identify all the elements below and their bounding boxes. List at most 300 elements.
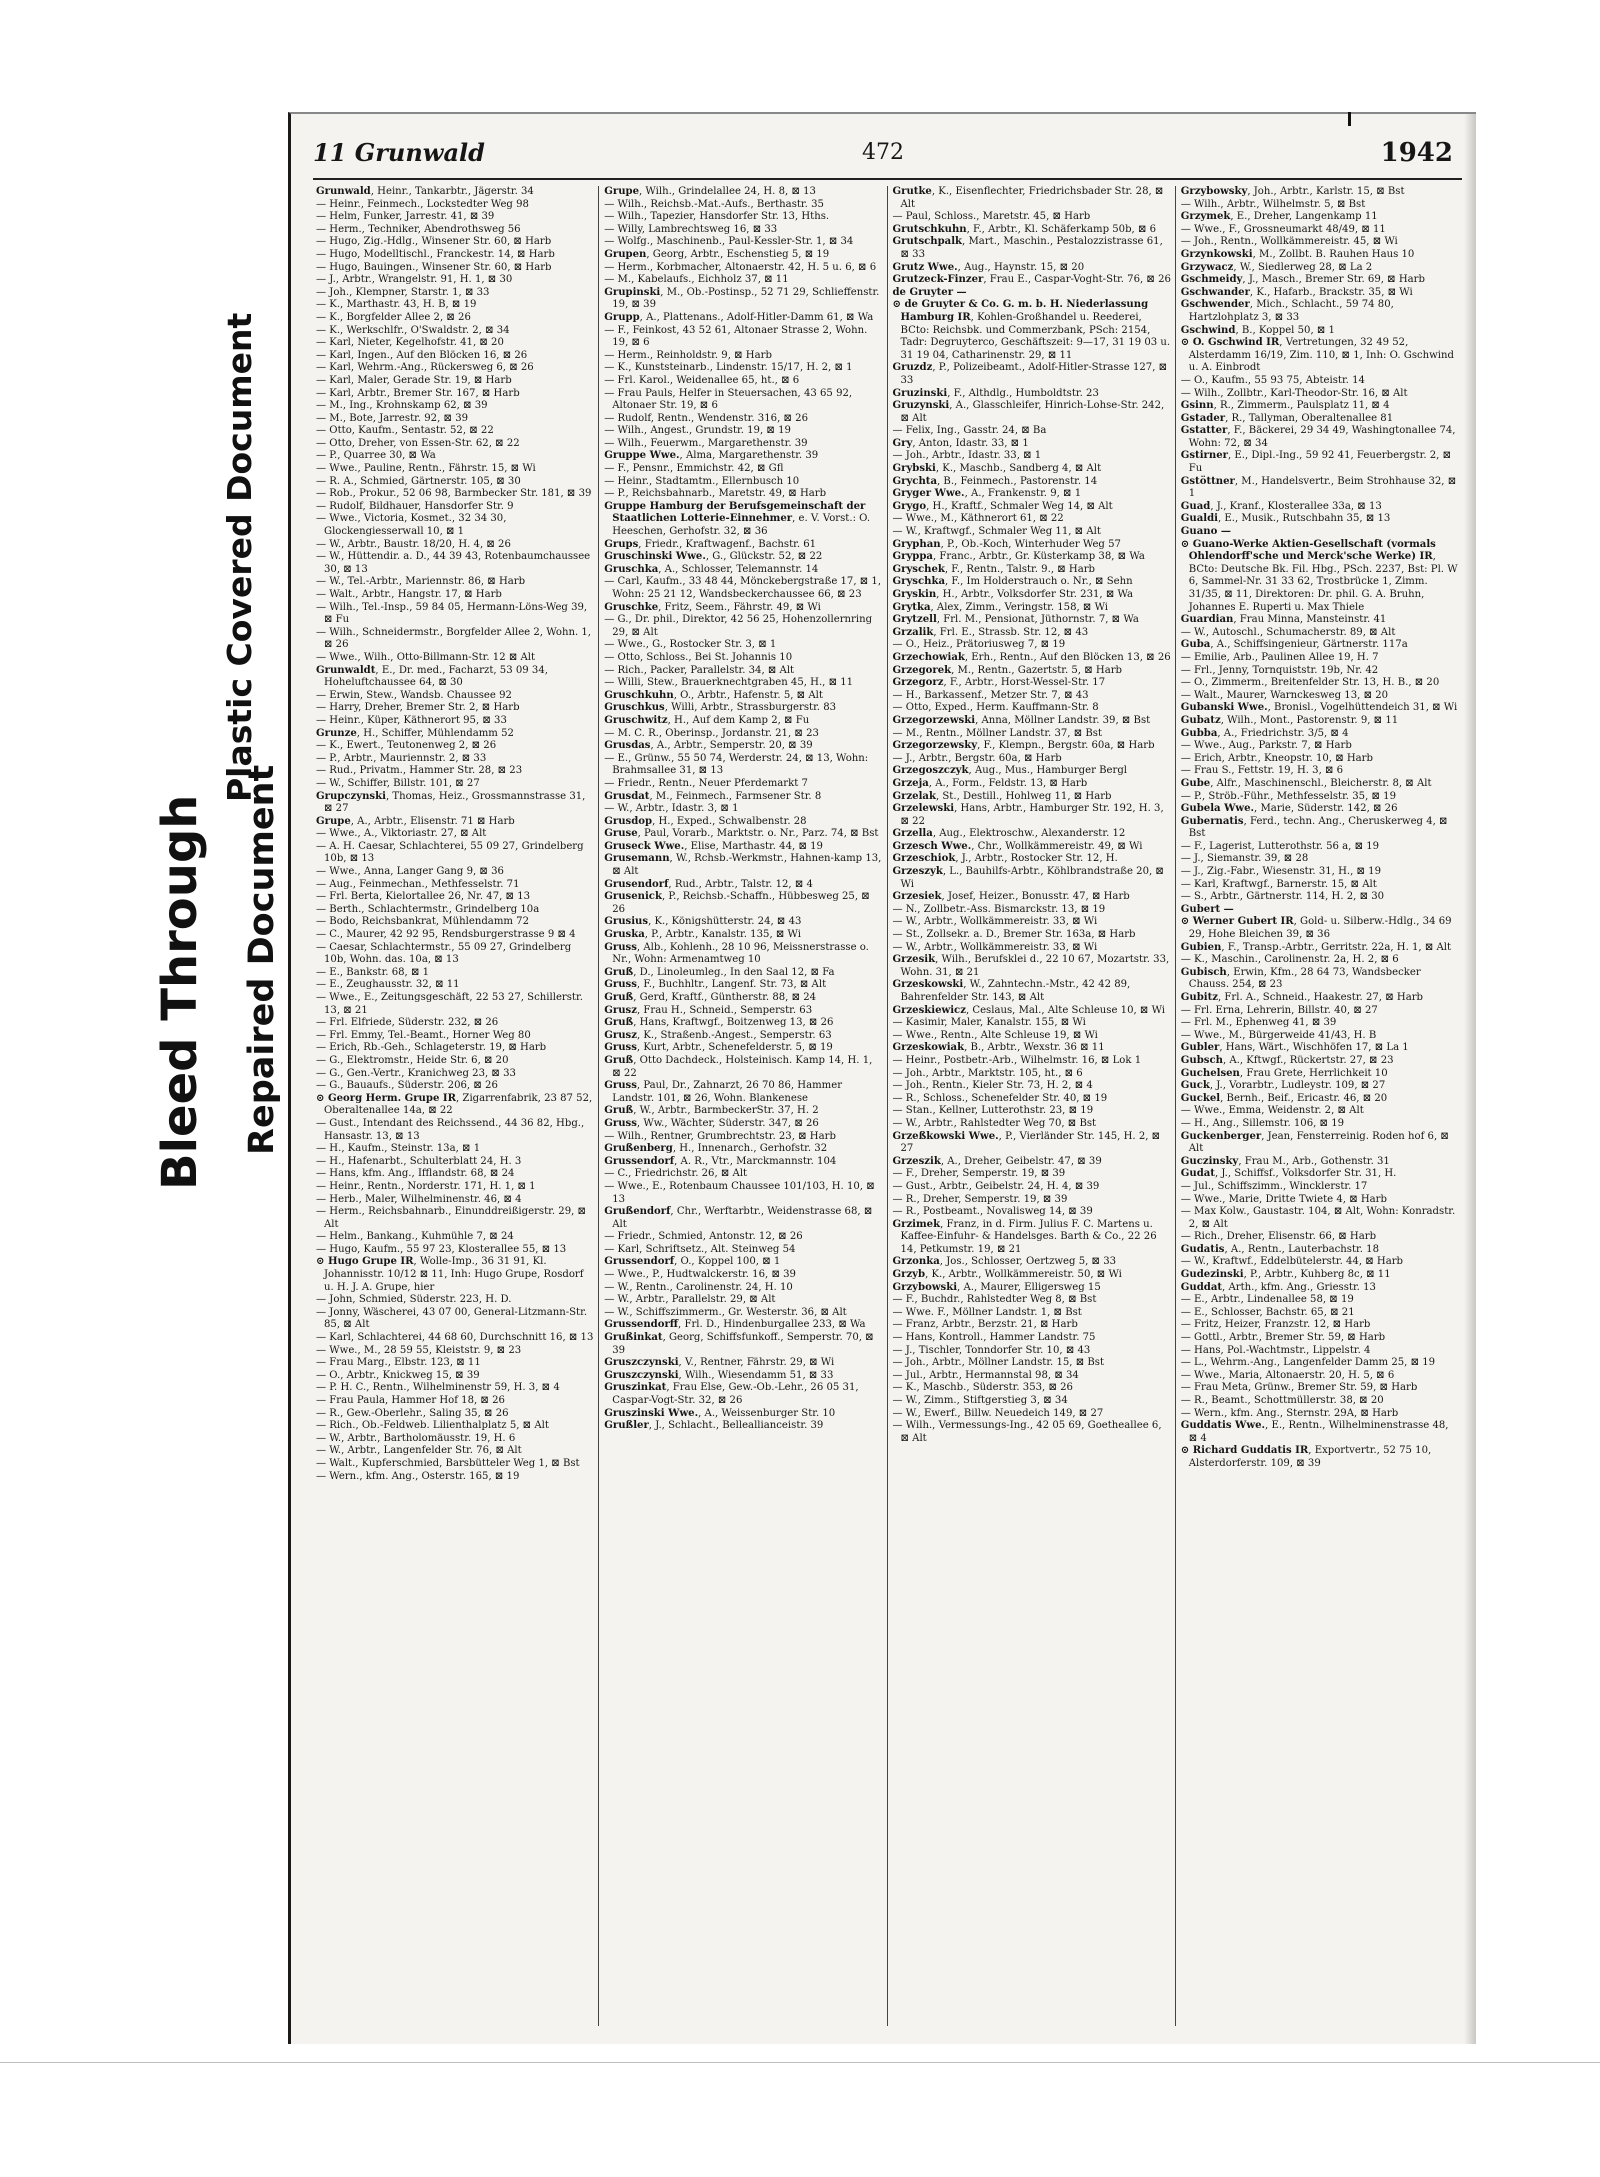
directory-entry: — Gust., Arbtr., Geibelstr. 24, H. 4, ⊠ 39: [892, 1180, 1100, 1192]
directory-entry: — E., Bankstr. 68, ⊠ 1: [316, 966, 430, 978]
directory-entry: Grzybowsky, Joh., Arbtr., Karlstr. 15, ⊠ Bst: [1180, 186, 1405, 197]
scan-tick-mark: [1348, 112, 1351, 126]
directory-entry: — Karl, Ingen., Auf den Blöcken 16, ⊠ 26: [316, 349, 528, 361]
directory-entry: — G., Gen.-Vertr., Kranichweg 23, ⊠ 33: [316, 1067, 516, 1079]
directory-entry: — Wern., kfm. Ang., Osterstr. 165, ⊠ 19: [316, 1470, 520, 1482]
directory-entry: Gruss, F., Buchhltr., Langenf. Str. 73, ⊠ Alt: [604, 979, 827, 991]
directory-entry: — Wilh., Angest., Grundstr. 19, ⊠ 19: [604, 425, 791, 437]
directory-entry: Grzegoszczyk, Aug., Mus., Hamburger Bergl: [892, 765, 1128, 777]
directory-entry: Gubert —: [1180, 903, 1234, 915]
directory-entry: Grzeskowski, W., Zahntechn.-Mstr., 42 42 89, Bahrenfelder Str. 143, ⊠ Alt: [892, 979, 1131, 1003]
directory-entry: — Heinr., Rentn., Norderstr. 171, H. 1, ⊠ 1: [316, 1180, 536, 1192]
directory-entry: — Felix, Ing., Gasstr. 24, ⊠ Ba: [892, 425, 1047, 437]
directory-entry: — K., Borgfelder Allee 2, ⊠ 26: [316, 311, 471, 323]
side-label-plastic-covered-document: Plastic Covered Document: [220, 312, 259, 802]
directory-entry: Grytzell, Frl. M., Pensionat, Jüthornstr. 7, ⊠ Wa: [892, 614, 1139, 626]
directory-entry: Gschmeidy, J., Masch., Bremer Str. 69, ⊠ Harb: [1180, 274, 1425, 286]
directory-entry: — Rich., Packer, Parallelstr. 34, ⊠ Alt: [604, 664, 795, 676]
page-year: 1942: [1380, 138, 1453, 168]
directory-entry: — Herm., Techniker, Abendrothsweg 56: [316, 223, 521, 235]
directory-entry: Gruss, Ww., Wächter, Süderstr. 347, ⊠ 26: [604, 1117, 819, 1129]
directory-entry: — Karl, Maler, Gerade Str. 19, ⊠ Harb: [316, 374, 512, 386]
directory-entry: — Joh., Arbtr., Marktstr. 105, ht., ⊠ 6: [892, 1067, 1083, 1079]
directory-entry: — Rudolf, Rentn., Wendenstr. 316, ⊠ 26: [604, 412, 808, 424]
directory-entry: Grzeschiok, J., Arbtr., Rostocker Str. 12, H.: [892, 853, 1118, 865]
directory-entry: — Wwe., Emma, Weidenstr. 2, ⊠ Alt: [1180, 1105, 1364, 1117]
directory-entry: — John, Schmied, Süderstr. 223, H. D.: [316, 1294, 512, 1306]
directory-entry: — M. C. R., Oberinsp., Jordanstr. 21, ⊠ 23: [604, 727, 819, 739]
directory-entry: Grusendorf, Rud., Arbtr., Talstr. 12, ⊠ 4: [604, 878, 813, 890]
directory-entry: — Heinr., Postbetr.-Arb., Wilhelmstr. 16, ⊠ Lok 1: [892, 1054, 1142, 1066]
directory-entry: — K., Werkschlfr., O'Swaldstr. 2, ⊠ 34: [316, 324, 510, 336]
directory-entry: Grups, Friedr., Kraftwagenf., Bachstr. 61: [604, 538, 817, 550]
directory-entry: — Otto, Schloss., Bei St. Johannis 10: [604, 651, 793, 663]
directory-entry: — Otto, Exped., Herm. Kauffmann-Str. 8: [892, 702, 1099, 714]
directory-entry: — M., Bote, Jarrestr. 92, ⊠ 39: [316, 412, 469, 424]
directory-entry: Gualdi, E., Musik., Rutschbahn 35, ⊠ 13: [1180, 513, 1391, 525]
directory-entry: — W., Schiffer, Billstr. 101, ⊠ 27: [316, 777, 480, 789]
directory-entry: Guddatis Wwe., E., Rentn., Wilhelminenstrasse 48, ⊠ 4: [1180, 1420, 1449, 1444]
directory-entry: — Frau Pauls, Helfer in Steuersachen, 43 65 92, Altonaer Str. 19, ⊠ 6: [604, 387, 853, 412]
directory-entry: — Wwe., F., Grossneumarkt 48/49, ⊠ 11: [1180, 223, 1386, 235]
directory-entry: — Hans, Kontroll., Hammer Landstr. 75: [892, 1332, 1096, 1344]
directory-entry: Grzechowiak, Erh., Rentn., Auf den Blöcken 13, ⊠ 26: [892, 651, 1171, 663]
directory-entry: Grusz, K., Straßenb.-Angest., Semperstr. 63: [604, 1029, 832, 1041]
directory-entry: Grußenberg, H., Innenarch., Gerhofstr. 32: [604, 1143, 828, 1155]
directory-entry: Grybski, K., Maschb., Sandberg 4, ⊠ Alt: [892, 463, 1102, 475]
directory-entry: Gubba, A., Friedrichstr. 3/5, ⊠ 4: [1180, 727, 1349, 739]
directory-entry: — W., Ewerf., Billw. Neuedeich 149, ⊠ 27: [892, 1407, 1104, 1419]
directory-column-2: [601, 186, 887, 2026]
directory-entry: — Carl, Kaufm., 33 48 44, Mönckebergstraße 17, ⊠ 1, Wohn: 25 21 12, Wandsbeckerchaussee 66, ⊠ 23: [604, 576, 882, 600]
directory-entry: — Friedr., Schmied, Antonstr. 12, ⊠ 26: [604, 1231, 803, 1243]
directory-entry: — W., Kraftwgf., Schmaler Weg 11, ⊠ Alt: [892, 526, 1101, 538]
directory-entry: — J., Tischler, Tonndorfer Str. 10, ⊠ 43: [892, 1344, 1091, 1356]
directory-entry: — Stan., Kellner, Lutterothstr. 23, ⊠ 19: [892, 1105, 1094, 1117]
directory-entry: — Karl, Schlachterei, 44 68 60, Durchschnitt 16, ⊠ 13: [316, 1332, 594, 1344]
directory-entry: Gruss, Alb., Kohlenh., 28 10 96, Meissnerstrasse o. Nr., Wohn: Armenamtweg 10: [604, 941, 869, 966]
directory-entry: Gruss, Paul, Dr., Zahnarzt, 26 70 86, Hammer Landstr. 101, ⊠ 26, Wohn. Blankenese: [604, 1080, 843, 1104]
directory-entry: — M., Rentn., Möllner Landstr. 37, ⊠ Bst: [892, 727, 1103, 739]
directory-entry: — Hans, Pol.-Wachtmstr., Lippelstr. 4: [1180, 1344, 1371, 1356]
directory-entry: Grusdas, A., Arbtr., Semperstr. 20, ⊠ 39: [604, 740, 813, 752]
directory-entry: — Emilie, Arb., Paulinen Allee 19, H. 7: [1180, 651, 1379, 663]
directory-entry: Guddat, Arth., kfm. Ang., Griesstr. 13: [1180, 1281, 1376, 1293]
directory-entry: — C., Friedrichstr. 26, ⊠ Alt: [604, 1168, 748, 1180]
directory-entry: Gruschkus, Willi, Arbtr., Strassburgerstr. 83: [604, 702, 837, 714]
directory-entry: Gubanski Wwe., Bronisl., Vogelhüttendeich 31, ⊠ Wi: [1180, 702, 1458, 714]
directory-entry: Grzegorzewski, Anna, Möllner Landstr. 39, ⊠ Bst: [892, 714, 1151, 726]
directory-entry: Guad, J., Kranf., Klosterallee 33a, ⊠ 13: [1180, 500, 1382, 512]
page-header: [313, 138, 1453, 174]
directory-entry: — Wwe., Maria, Altonaerstr. 20, H. 5, ⊠ 6: [1180, 1369, 1395, 1381]
directory-entry: Grzelewski, Hans, Arbtr., Hamburger Str. 192, H. 3, ⊠ 22: [892, 803, 1164, 827]
directory-entry: — H., Barkassenf., Metzer Str. 7, ⊠ 43: [892, 689, 1089, 701]
directory-entry: — Wwe., Rentn., Alte Schleuse 19, ⊠ Wi: [892, 1029, 1098, 1041]
directory-entry: Grutz Wwe., Aug., Haynstr. 15, ⊠ 20: [892, 261, 1085, 273]
directory-entry: — Karl, Nieter, Kegelhofstr. 41, ⊠ 20: [316, 337, 504, 349]
directory-entry: — Erich, Arbtr., Kneopstr. 10, ⊠ Harb: [1180, 752, 1373, 764]
directory-entry: Grzimek, Franz, in d. Firm. Julius F. C. Martens u. Kaffee-Einfuhr- & Handelsges. Barth & Co., 22 26 14, Petkumstr. 19, ⊠ 21: [892, 1218, 1157, 1255]
directory-entry: — Frl., Jenny, Tornquiststr. 19b, Nr. 42: [1180, 664, 1379, 676]
directory-entry: Grupen, Georg, Arbtr., Eschenstieg 5, ⊠ 19: [604, 248, 830, 260]
directory-entry: — W., Arbtr., Wollkämmereistr. 33, ⊠ Wi: [892, 941, 1098, 953]
directory-entry: Guchelsen, Frau Grete, Herrlichkeit 10: [1180, 1067, 1388, 1079]
directory-entry: — Paul, Schloss., Maretstr. 45, ⊠ Harb: [892, 211, 1091, 223]
directory-entry: — O., Kaufm., 55 93 75, Abteistr. 14: [1180, 374, 1365, 386]
directory-entry: — F., Lagerist, Lutterothstr. 56 a, ⊠ 19: [1180, 840, 1380, 852]
directory-entry: — Wwe., M., Bürgerweide 41/43, H. B: [1180, 1029, 1377, 1041]
directory-entry: Gubler, Hans, Wärt., Wischhöfen 17, ⊠ La 1: [1180, 1042, 1409, 1054]
directory-entry: — Wwe., E., Rotenbaum Chaussee 101/103, H. 10, ⊠ 13: [604, 1180, 875, 1205]
directory-entry: Grußendorf, Chr., Werftarbtr., Weidenstrasse 68, ⊠ Alt: [604, 1206, 873, 1230]
directory-entry: Gubisch, Erwin, Kfm., 28 64 73, Wandsbecker Chauss. 254, ⊠ 23: [1180, 966, 1421, 991]
directory-entry: Grusdop, H., Exped., Schwalbenstr. 28: [604, 815, 807, 827]
directory-entry: Gschwind, B., Koppel 50, ⊠ 1: [1180, 324, 1335, 336]
directory-entry: — Wilh., Zollbtr., Karl-Theodor-Str. 16, ⊠ Alt: [1180, 387, 1408, 399]
directory-entry: Gruß, Gerd, Kraftf., Güntherstr. 88, ⊠ 24: [604, 992, 817, 1003]
directory-entry: — Joh., Arbtr., Möllner Landstr. 15, ⊠ Bst: [892, 1357, 1105, 1369]
directory-entry: Gruska, P., Arbtr., Kanalstr. 135, ⊠ Wi: [604, 929, 801, 941]
directory-entry: — Hugo, Zig.-Hdlg., Winsener Str. 60, ⊠ Harb: [316, 236, 552, 248]
directory-entry: — Wwe. F., Möllner Landstr. 1, ⊠ Bst: [892, 1306, 1082, 1318]
directory-entry: — Rich., Ob.-Feldweb. Lilienthalplatz 5, ⊠ Alt: [316, 1420, 549, 1432]
directory-entry: — Karl, Kraftwgf., Barnerstr. 15, ⊠ Alt: [1180, 878, 1377, 890]
directory-entry: — K., Marthastr. 43, H. B, ⊠ 19: [316, 299, 477, 311]
directory-column-1: [313, 186, 599, 2026]
directory-entry: Grupe, Wilh., Grindelallee 24, H. 8, ⊠ 13: [604, 186, 816, 197]
directory-entry: — W., Kraftwf., Eddelbütelerstr. 44, ⊠ Harb: [1180, 1256, 1404, 1268]
directory-entry: — M., Kabelaufs., Eichholz 37, ⊠ 11: [604, 274, 789, 286]
directory-entry: Grzyb, K., Arbtr., Wollkämmereistr. 50, ⊠ Wi: [892, 1269, 1122, 1281]
directory-entry: — W., Schiffszimmerm., Gr. Westerstr. 36, ⊠ Alt: [604, 1306, 847, 1318]
directory-page: [288, 112, 1476, 2044]
directory-entry: — R., Beamt., Schottmüllerstr. 38, ⊠ 20: [1180, 1395, 1384, 1406]
directory-entry: — P., Ströb.-Führ., Methfesselstr. 35, ⊠ 19: [1180, 790, 1396, 802]
directory-entry: — Karl, Arbtr., Bremer Str. 167, ⊠ Harb: [316, 387, 520, 399]
directory-entry: Gruschke, Fritz, Seem., Fährstr. 49, ⊠ Wi: [604, 601, 821, 613]
directory-entry: — O., Heiz., Prätoriusweg 7, ⊠ 19: [892, 639, 1066, 651]
directory-entry: Gryskin, H., Arbtr., Volksdorfer Str. 231, ⊠ Wa: [892, 589, 1134, 600]
directory-entry: — P. H. C., Rentn., Wilhelminenstr 59, H. 3, ⊠ 4: [316, 1382, 560, 1394]
directory-entry: — F., Buchdr., Rahlstedter Weg 8, ⊠ Bst: [892, 1294, 1097, 1306]
directory-entry: Grutschpalk, Mart., Maschin., Pestalozzistrasse 61, ⊠ 33: [892, 236, 1163, 260]
directory-entry: Gruß, Hans, Kraftwgf., Boitzenweg 13, ⊠ 26: [604, 1017, 834, 1029]
directory-entry: — Otto, Dreher, von Essen-Str. 62, ⊠ 22: [316, 437, 520, 449]
directory-entry: — Friedr., Rentn., Neuer Pferdemarkt 7: [604, 777, 808, 789]
directory-entry: Grzella, Aug., Elektroschw., Alexanderstr. 12: [892, 828, 1126, 840]
directory-entry: — Bodo, Reichsbankrat, Mühlendamm 72: [316, 916, 530, 928]
directory-entry: Gschwander, K., Hafarb., Brackstr. 35, ⊠ Wi: [1180, 286, 1413, 298]
directory-entry: Guckenberger, Jean, Fensterreinig. Roden hof 6, ⊠ Alt: [1180, 1130, 1449, 1155]
directory-entry: Gube, Alfr., Maschinenschl., Bleicherstr. 8, ⊠ Alt: [1180, 777, 1432, 789]
side-label-repaired-document: Repaired Document: [242, 764, 282, 1155]
directory-entry: ⊙ Werner Gubert IR, Gold- u. Silberw.-Hdlg., 34 69 29, Hohe Bleichen 39, ⊠ 36: [1180, 916, 1452, 941]
directory-entry: Grußler, J., Schlacht., Belleallianceistr. 39: [604, 1420, 824, 1432]
directory-entry: — Erich, Rb.-Geh., Schlageterstr. 19, ⊠ Harb: [316, 1042, 547, 1054]
directory-entry: Gryschek, F., Rentn., Talstr. 9., ⊠ Harb: [892, 563, 1096, 575]
directory-entry: — Joh., Rentn., Wollkämmereistr. 45, ⊠ Wi: [1180, 236, 1398, 248]
directory-entry: — Karl, Schriftsetz., Alt. Steinweg 54: [604, 1243, 796, 1255]
directory-entry: ⊙ Hugo Grupe IR, Wolle-Imp., 36 31 91, Kl. Johannisstr. 10/12 ⊠ 11, Inh: Hugo Grupe, Rosdorf u. H. J. A. Grupe, hier: [316, 1256, 584, 1293]
directory-entry: — W., Hüttendir. a. D., 44 39 43, Rotenbaumchaussee 30, ⊠ 13: [316, 551, 591, 575]
directory-entry: Grzeskowiak, B., Arbtr., Wexstr. 36 ⊠ 11: [892, 1042, 1105, 1054]
page-running-head: 11 Grunwald: [313, 138, 485, 167]
directory-entry: — Herm., Reichsbahnarb., Einunddreißigerstr. 29, ⊠ Alt: [316, 1206, 587, 1230]
page-edge-shadow: [1464, 114, 1476, 2044]
directory-entry: Grzegorzewsky, F., Klempn., Bergstr. 60a, ⊠ Harb: [892, 740, 1155, 752]
directory-entry: Gstirner, E., Dipl.-Ing., 59 92 41, Feuerbergstr. 2, ⊠ Fu: [1180, 450, 1452, 475]
directory-entry: Guardian, Frau Minna, Mansteinstr. 41: [1180, 614, 1387, 626]
directory-entry: — Gottl., Arbtr., Bremer Str. 59, ⊠ Harb: [1180, 1332, 1386, 1344]
directory-entry: — Kasimir, Maler, Kanalstr. 155, ⊠ Wi: [892, 1017, 1086, 1029]
directory-entry: — Frl. Karol., Weidenallee 65, ht., ⊠ 6: [604, 374, 800, 386]
directory-entry: — F., Dreher, Semperstr. 19, ⊠ 39: [892, 1168, 1066, 1180]
directory-entry: — Herm., Korbmacher, Altonaerstr. 42, H. 5 u. 6, ⊠ 6: [604, 261, 877, 273]
directory-entry: — J., Siemanstr. 39, ⊠ 28: [1180, 853, 1309, 865]
directory-entry: — Otto, Kaufm., Sentastr. 52, ⊠ 22: [316, 425, 494, 437]
directory-entry: Gubela Wwe., Marie, Süderstr. 142, ⊠ 26: [1180, 803, 1398, 815]
directory-entry: Gruß, W., Arbtr., BarmbeckerStr. 37, H. 2: [604, 1105, 819, 1117]
directory-entry: — Heinr., Feinmech., Lockstedter Weg 98: [316, 198, 529, 210]
directory-entry: Grzalik, Frl. E., Strassb. Str. 12, ⊠ 43: [892, 626, 1089, 638]
directory-entry: — G., Bauaufs., Süderstr. 206, ⊠ 26: [316, 1080, 498, 1092]
directory-entry: — Wilh., Reichsb.-Mat.-Aufs., Berthastr. 35: [604, 198, 824, 210]
directory-entry: — R., Schloss., Schenefelder Str. 40, ⊠ 19: [892, 1092, 1108, 1104]
directory-entry: Gubsch, A., Kftwgf., Rückertstr. 27, ⊠ 23: [1180, 1054, 1394, 1066]
directory-entry: Gruschwitz, H., Auf dem Kamp 2, ⊠ Fu: [604, 714, 810, 726]
directory-entry: — H., Hafenarbt., Schulterblatt 24, H. 3: [316, 1155, 522, 1167]
directory-entry: Grusenick, P., Reichsb.-Schaffn., Hübbesweg 25, ⊠ 26: [604, 891, 870, 915]
directory-entry: Grytka, Alex, Zimm., Veringstr. 158, ⊠ Wi: [892, 601, 1109, 613]
directory-entry: Grußinkat, Georg, Schiffsfunkoff., Semperstr. 70, ⊠ 39: [604, 1332, 874, 1356]
directory-entry: Grzonka, Jos., Schlosser, Oertzweg 5, ⊠ 33: [892, 1256, 1117, 1268]
directory-entry: Gstatter, F., Bäckerei, 29 34 49, Washingtonallee 74, Wohn: 72, ⊠ 34: [1180, 425, 1456, 449]
directory-entry: Gschwender, Mich., Schlacht., 59 74 80, Hartzlohplatz 3, ⊠ 33: [1180, 299, 1394, 323]
directory-entry: — Frl. M., Ephenweg 41, ⊠ 39: [1180, 1017, 1337, 1029]
directory-entry: Grzeßkowski Wwe., P., Vierländer Str. 145, H. 2, ⊠ 27: [892, 1130, 1161, 1155]
directory-entry: — F., Pensnr., Emmichstr. 42, ⊠ Gfl: [604, 463, 784, 475]
directory-entry: — Frl. Berta, Kielortallee 26, Nr. 47, ⊠ 13: [316, 891, 531, 903]
directory-entry: — K., Maschin., Carolinenstr. 2a, H. 2, ⊠ 6: [1180, 954, 1399, 966]
directory-entry: Grusdat, M., Feinmech., Farmsener Str. 8: [604, 790, 822, 802]
directory-entry: — Frau Meta, Grünw., Bremer Str. 59, ⊠ Harb: [1180, 1382, 1418, 1394]
directory-entry: — E., Zeughausstr. 32, ⊠ 11: [316, 979, 460, 991]
directory-entry: — Aug., Feinmechan., Methfesselstr. 71: [316, 878, 520, 890]
directory-entry: Gubatz, Wilh., Mont., Pastorenstr. 9, ⊠ 11: [1180, 714, 1399, 726]
directory-entry: Gruschkuhn, O., Arbtr., Hafenstr. 5, ⊠ Alt: [604, 689, 823, 701]
directory-entry: Gruseck Wwe., Elise, Marthastr. 44, ⊠ 19: [604, 840, 823, 852]
directory-entry: Gruszinski Wwe., A., Weissenburger Str. 10: [604, 1407, 836, 1419]
directory-entry: — Wilh., Feuerwm., Margarethenstr. 39: [604, 437, 808, 449]
header-rule: [313, 178, 1462, 180]
side-label-bleed-through: Bleed Through: [152, 794, 208, 1190]
directory-entry: — Joh., Klempner, Starstr. 1, ⊠ 33: [316, 286, 490, 298]
directory-entry: Gsinn, R., Zimmerm., Paulsplatz 11, ⊠ 4: [1180, 400, 1390, 412]
directory-entry: Grutzeck-Finzer, Frau E., Caspar-Voght-Str. 76, ⊠ 26: [892, 274, 1171, 286]
directory-entry: — St., Zollsekr. a. D., Bremer Str. 163a, ⊠ Harb: [892, 929, 1136, 941]
directory-entry: — Jul., Arbtr., Hermannstal 98, ⊠ 34: [892, 1369, 1079, 1381]
directory-entry: — Wilh., Tel.-Insp., 59 84 05, Hermann-Löns-Weg 39, ⊠ Fu: [316, 601, 588, 626]
directory-entry: — W., Arbtr., Bartholomäusstr. 19, H. 6: [316, 1432, 516, 1444]
directory-entry: — Caesar, Schlachtermstr., 55 09 27, Grindelberg 10b, Wohn. das. 10a, ⊠ 13: [316, 941, 572, 966]
directory-entry: Gruss, Kurt, Arbtr., Schenefelderstr. 5, ⊠ 19: [604, 1042, 833, 1054]
directory-entry: — Wwe., G., Rostocker Str. 3, ⊠ 1: [604, 639, 777, 651]
directory-entry: Gry, Anton, Idastr. 33, ⊠ 1: [892, 437, 1029, 449]
directory-entry: — Wern., kfm. Ang., Sternstr. 29A, ⊠ Harb: [1180, 1407, 1399, 1419]
directory-entry: — F., Feinkost, 43 52 61, Altonaer Strasse 2, Wohn. 19, ⊠ 6: [604, 324, 868, 349]
directory-entry: — Heinr., Stadtamtm., Ellernbusch 10: [604, 475, 800, 487]
directory-entry: — Hugo, Modelltischl., Franckestr. 14, ⊠ Harb: [316, 248, 555, 260]
directory-entry: — J., Arbtr., Bergstr. 60a, ⊠ Harb: [892, 752, 1062, 764]
directory-entry: Gudezinski, P., Arbtr., Kuhberg 8c, ⊠ 11: [1180, 1269, 1391, 1281]
directory-entry: Grzywacz, W., Siedlerweg 28, ⊠ La 2: [1180, 261, 1373, 273]
directory-entry: Gruppe Hamburg der Berufsgemeinschaft der Staatlichen Lotterie-Einnehmer, e. V. Vorst.: O. Heeschen, Gerhofstr. 32, ⊠ 36: [604, 500, 871, 538]
directory-entry: Gryger Wwe., A., Frankenstr. 9, ⊠ 1: [892, 488, 1082, 500]
directory-entry: — Wilh., Tapezier, Hansdorfer Str. 13, Hths.: [604, 211, 830, 223]
directory-entry: — Rich., Dreher, Elisenstr. 66, ⊠ Harb: [1180, 1231, 1377, 1243]
directory-entry: — W., Autoschl., Schumacherstr. 89, ⊠ Alt: [1180, 626, 1396, 638]
directory-entry: — Fritz, Heizer, Franzstr. 12, ⊠ Harb: [1180, 1319, 1371, 1331]
directory-entry: — Walt., Arbtr., Hangstr. 17, ⊠ Harb: [316, 589, 502, 600]
directory-entry: — Willi, Stew., Brauerknechtgraben 45, H., ⊠ 11: [604, 677, 854, 689]
directory-entry: Guckel, Bernh., Beif., Ericastr. 46, ⊠ 20: [1180, 1092, 1388, 1104]
directory-entry: Gruschka, A., Schlosser, Telemannstr. 14: [604, 563, 819, 575]
directory-entry: — Wwe., Pauline, Rentn., Fährstr. 15, ⊠ Wi: [316, 463, 536, 475]
directory-entry: — S., Arbtr., Gärtnerstr. 114, H. 2, ⊠ 30: [1180, 891, 1385, 903]
directory-entry: Gryppa, Franc., Arbtr., Gr. Küsterkamp 38, ⊠ Wa: [892, 551, 1145, 563]
directory-entry: — Max Kolw., Gaustastr. 104, ⊠ Alt, Wohn: Konradstr. 2, ⊠ Alt: [1180, 1206, 1456, 1230]
directory-entry: Gubitz, Frl. A., Schneid., Haakestr. 27, ⊠ Harb: [1180, 992, 1423, 1003]
directory-entry: — Berth., Schlachtermstr., Grindelberg 10a: [316, 903, 540, 915]
directory-entry: ⊙ Guano-Werke Aktien-Gesellschaft (vormals Ohlendorff'sche und Merck'sche Werke) IR, BCto: Deutsche Bk. Fil. Hbg., PSch. 2237, Bst: Pl. W 6, Sammel-Nr. 31 33 62, Trostbrücke 1, Zimm. 31/35, ⊠ 11, Direktoren: Dr. phil. G. A. Bruhn, Johannes E. Ruperti u. Max Thiele: [1180, 538, 1458, 613]
directory-entry: Grzymek, E., Dreher, Langenkamp 11: [1180, 211, 1378, 223]
directory-entry: — A. H. Caesar, Schlachterei, 55 09 27, Grindelberg 10b, ⊠ 13: [316, 840, 584, 865]
directory-entry: — Joh., Rentn., Kieler Str. 73, H. 2, ⊠ 4: [892, 1080, 1093, 1092]
directory-entry: Gstader, R., Tallyman, Oberaltenallee 81: [1180, 412, 1394, 424]
directory-entry: — H., Ang., Sillemstr. 106, ⊠ 19: [1180, 1117, 1345, 1129]
directory-entry: — N., Zollbetr.-Ass. Bismarckstr. 13, ⊠ 19: [892, 903, 1106, 915]
directory-entry: — Helm, Funker, Jarrestr. 41, ⊠ 39: [316, 211, 495, 223]
directory-entry: — W., Arbtr., Baustr. 18/20, H. 4, ⊠ 26: [316, 538, 511, 550]
directory-entry: — Wwe., Anna, Langer Gang 9, ⊠ 36: [316, 866, 504, 878]
directory-entry: Grzeskiewicz, Ceslaus, Mal., Alte Schleuse 10, ⊠ Wi: [892, 1004, 1166, 1016]
directory-entry: — Willy, Lambrechtsweg 16, ⊠ 33: [604, 223, 778, 235]
directory-entry: — J., Zig.-Fabr., Wiesenstr. 31, H., ⊠ 19: [1180, 866, 1382, 878]
directory-entry: — Hans, kfm. Ang., Ifflandstr. 68, ⊠ 24: [316, 1168, 515, 1180]
directory-entry: — K., Ewert., Teutonenweg 2, ⊠ 26: [316, 740, 497, 752]
directory-entry: Grzybowski, A., Maurer, Elligersweg 15: [892, 1281, 1101, 1293]
directory-entry: Grzelak, St., Destill., Hohlweg 11, ⊠ Harb: [892, 790, 1112, 802]
directory-entry: — Wilh., Schneidermstr., Borgfelder Allee 2, Wohn. 1, ⊠ 26: [316, 626, 592, 651]
directory-entry: Grutschkuhn, F., Arbtr., Kl. Schäferkamp 50b, ⊠ 6: [892, 223, 1157, 235]
directory-entry: — O., Zimmerm., Breitenfelder Str. 13, H. B., ⊠ 20: [1180, 677, 1440, 689]
directory-entry: Gruppe Wwe., Alma, Margarethenstr. 39: [604, 450, 819, 462]
directory-entry: Grzeja, A., Form., Feldstr. 13, ⊠ Harb: [892, 777, 1088, 789]
directory-entry: — Wwe., Wilh., Otto-Billmann-Str. 12 ⊠ Alt: [316, 651, 536, 663]
directory-entry: — P., Reichsbahnarb., Maretstr. 49, ⊠ Harb: [604, 488, 827, 500]
directory-entry: — M., Ing., Krohnskamp 62, ⊠ 39: [316, 400, 488, 412]
directory-entry: — G., Dr. phil., Direktor, 42 56 25, Hohenzollernring 29, ⊠ Alt: [604, 614, 873, 638]
directory-entry: — Wolfg., Maschinenb., Paul-Kessler-Str. 1, ⊠ 34: [604, 236, 854, 248]
directory-entry: — Helm., Bankang., Kuhmühle 7, ⊠ 24: [316, 1231, 514, 1243]
directory-entry: ⊙ Georg Herm. Grupe IR, Zigarrenfabrik, 23 87 52, Oberaltenallee 14a, ⊠ 22: [316, 1092, 593, 1117]
directory-entry: — Walt., Maurer, Warnckesweg 13, ⊠ 20: [1180, 689, 1389, 701]
directory-entry: — Wwe., P., Hudtwalckerstr. 16, ⊠ 39: [604, 1269, 796, 1281]
directory-entry: — W., Arbtr., Langenfelder Str. 76, ⊠ Alt: [316, 1445, 522, 1457]
directory-entry: Gudatis, A., Rentn., Lauterbachstr. 18: [1180, 1243, 1380, 1255]
directory-entry: Grusemann, W., Rchsb.-Werkmstr., Hahnen-kamp 13, ⊠ Alt: [604, 853, 882, 878]
directory-entry: Guczinsky, Frau M., Arb., Gothenstr. 31: [1180, 1155, 1390, 1167]
directory-entry: Gryphan, P., Ob.-Koch, Winterhuder Weg 57: [892, 538, 1121, 550]
directory-entry: — Wwe., M., 28 59 55, Kleiststr. 9, ⊠ 23: [316, 1344, 522, 1356]
directory-entry: — Gust., Intendant des Reichssend., 44 36 82, Hbg., Hansastr. 13, ⊠ 13: [316, 1117, 585, 1142]
directory-entry: Grzeszyk, L., Bauhilfs-Arbtr., Köhlbrandstraße 20, ⊠ Wi: [892, 866, 1164, 890]
directory-entry: Gruß, Otto Dachdeck., Holsteinisch. Kamp 14, H. 1, ⊠ 22: [604, 1054, 873, 1079]
directory-entry: Grzesch Wwe., Chr., Wollkämmereistr. 49, ⊠ Wi: [892, 840, 1143, 852]
directory-entry: Gubien, F., Transp.-Arbtr., Gerritstr. 22a, H. 1, ⊠ Alt: [1180, 941, 1452, 953]
directory-entry: — Frl. Elfriede, Süderstr. 232, ⊠ 26: [316, 1017, 499, 1029]
directory-entry: — W., Arbtr., Rahlstedter Weg 70, ⊠ Bst: [892, 1117, 1097, 1129]
scan-bottom-line: [0, 2062, 1600, 2063]
directory-entry: — P., Arbtr., Mauriennstr. 2, ⊠ 33: [316, 752, 487, 764]
directory-entry: — R., Postbeamt., Novalisweg 14, ⊠ 39: [892, 1206, 1093, 1218]
directory-entry: Grupp, A., Plattenans., Adolf-Hitler-Damm 61, ⊠ Wa: [604, 311, 874, 323]
directory-entry: — J., Arbtr., Wrangelstr. 91, H. 1, ⊠ 30: [316, 274, 513, 286]
directory-entry: Grutke, K., Eisenflechter, Friedrichsbader Str. 28, ⊠ Alt: [892, 186, 1164, 210]
directory-entry: — Wwe., M., Käthnerort 61, ⊠ 22: [892, 513, 1064, 525]
directory-entry: — Herb., Maler, Wilhelminenstr. 46, ⊠ 4: [316, 1193, 522, 1205]
directory-entry: Grychta, B., Feinmech., Pastorenstr. 14: [892, 475, 1098, 487]
directory-entry: — Heinr., Küper, Käthnerort 95, ⊠ 33: [316, 714, 507, 726]
directory-entry: — Hugo, Bauingen., Winsener Str. 60, ⊠ Harb: [316, 261, 552, 273]
directory-entry: Grzegorz, F., Arbtr., Horst-Wessel-Str. 17: [892, 677, 1106, 689]
directory-entry: Grzesiek, Josef, Heizer., Bonusstr. 47, ⊠ Harb: [892, 891, 1130, 903]
directory-entry: — R. A., Schmied, Gärtnerstr. 105, ⊠ 30: [316, 475, 521, 487]
directory-entry: Gruse, Paul, Vorarb., Marktstr. o. Nr., Parz. 74, ⊠ Bst: [604, 828, 879, 840]
directory-entry: — Wilh., Arbtr., Wilhelmstr. 5, ⊠ Bst: [1180, 198, 1366, 210]
directory-entry: Grusz, Frau H., Schneid., Semperstr. 63: [604, 1004, 813, 1016]
directory-entry: — Wwe., E., Zeitungsgeschäft, 22 53 27, Schillerstr. 13, ⊠ 21: [316, 992, 583, 1016]
directory-entry: Grupe, A., Arbtr., Elisenstr. 71 ⊠ Harb: [316, 815, 515, 827]
directory-entry: — Rob., Prokur., 52 06 98, Barmbecker Str. 181, ⊠ 39: [316, 488, 592, 500]
directory-entry: Gruszinkat, Frau Else, Gew.-Ob.-Lehr., 26 05 31, Caspar-Vogt-Str. 32, ⊠ 26: [604, 1382, 859, 1406]
directory-entry: — W., Arbtr., Parallelstr. 29, ⊠ Alt: [604, 1294, 776, 1306]
directory-entry: Grussendorff, Frl. D., Hindenburgallee 233, ⊠ Wa: [604, 1319, 866, 1331]
directory-entry: — K., Maschb., Süderstr. 353, ⊠ 26: [892, 1382, 1073, 1394]
directory-entry: — Wwe., Victoria, Kosmet., 32 34 30, Glockengiesserwall 10, ⊠ 1: [316, 513, 507, 538]
directory-entry: — O., Arbtr., Knickweg 15, ⊠ 39: [316, 1369, 480, 1381]
directory-entry: Grygo, H., Kraftf., Schmaler Weg 14, ⊠ Alt: [892, 500, 1113, 512]
directory-entry: Gubernatis, Ferd., techn. Ang., Cheruskerweg 4, ⊠ Bst: [1180, 815, 1448, 840]
directory-entry: — P., Quarree 30, ⊠ Wa: [316, 450, 436, 462]
directory-entry: Grussendorf, A. R., Vtr., Marckmannstr. 104: [604, 1155, 837, 1167]
directory-entry: — Joh., Arbtr., Idastr. 33, ⊠ 1: [892, 450, 1042, 462]
directory-entry: Gruszczynski, V., Rentner, Fährstr. 29, ⊠ Wi: [604, 1357, 835, 1369]
directory-entry: Grupinski, M., Ob.-Postinsp., 52 71 29, Schlieffenstr. 19, ⊠ 39: [604, 286, 880, 311]
directory-entry: — W., Arbtr., Wollkämmereistr. 33, ⊠ Wi: [892, 916, 1098, 928]
directory-entry: Guba, A., Schiffsingenieur, Gärtnerstr. 117a: [1180, 639, 1408, 651]
directory-entry: — Wilh., Rentner, Grumbrechtstr. 23, ⊠ Harb: [604, 1130, 836, 1142]
directory-entry: Gruzdz, P., Polizeibeamt., Adolf-Hitler-Strasse 127, ⊠ 33: [892, 362, 1168, 386]
directory-entry: — Frau Marg., Elbstr. 123, ⊠ 11: [316, 1357, 481, 1369]
directory-entry: Gruszczynski, Wilh., Wiesendamm 51, ⊠ 33: [604, 1369, 834, 1381]
directory-entry: — Jul., Schiffszimm., Wincklerstr. 17: [1180, 1180, 1368, 1192]
directory-entry: — Karl, Wehrm.-Ang., Rückersweg 6, ⊠ 26: [316, 362, 534, 374]
directory-entry: Grzesik, Wilh., Berufsklei d., 22 10 67, Mozartstr. 33, Wohn. 31, ⊠ 21: [892, 954, 1170, 978]
directory-entry: — K., Kunststeinarb., Lindenstr. 15/17, H. 2, ⊠ 1: [604, 362, 853, 374]
directory-entry: — Franz, Arbtr., Berzstr. 21, ⊠ Harb: [892, 1319, 1078, 1331]
